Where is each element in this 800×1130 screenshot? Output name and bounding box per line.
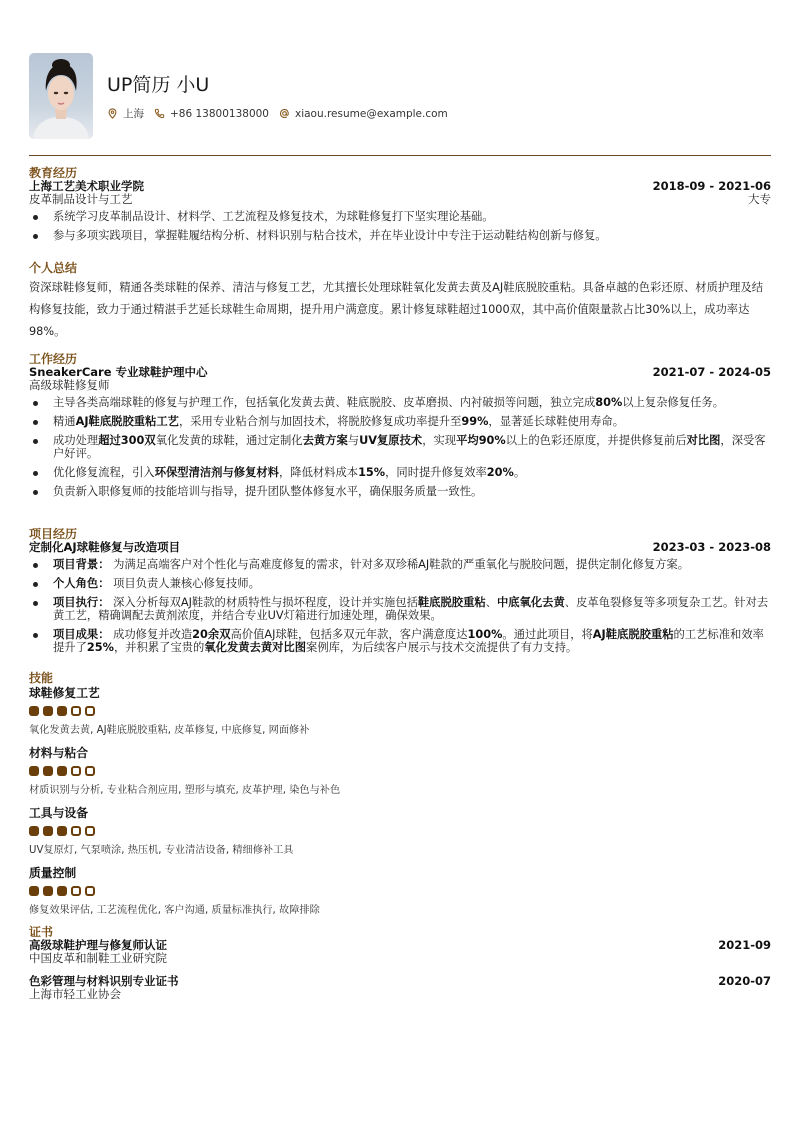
text-run: 精通 (53, 415, 76, 428)
major: 皮革制品设计与工艺 (29, 192, 133, 206)
contact-phone (154, 108, 269, 120)
text-run: 优化修复流程，引入 (53, 466, 155, 479)
rating-filled-icon (43, 766, 53, 776)
text-run: 为满足高端客户对个性化与高难度修复的需求，针对多双珍稀AJ鞋款的严重氧化与脱胶问题，提供定制化修复方案。 (109, 558, 689, 571)
certificate-issuer: 中国皮革和制鞋工业研究院 (29, 951, 167, 965)
bold-text: 平均90% (456, 434, 506, 447)
text-run: 与 (347, 434, 360, 447)
bold-text: 项目背景： (53, 558, 110, 571)
text-run: 氧化发黄的球鞋，通过定制化 (155, 434, 303, 447)
project-section (29, 528, 771, 660)
skill-tags: 氧化发黄去黄, AJ鞋底脱胶重粘, 皮革修复, 中底修复, 网面修补 (29, 725, 310, 736)
text-run: 案例库，为后续客户展示与技术交流提供了有力支持。 (306, 641, 578, 654)
bold-text: AJ鞋底脱胶重粘 (592, 628, 674, 641)
rating-empty-icon (71, 706, 81, 716)
project-date: 2023-03 - 2023-08 (652, 540, 771, 554)
skill-tags: 材质识别与分析, 专业粘合剂应用, 塑形与填充, 皮革护理, 染色与补色 (29, 785, 341, 796)
skill-name: 工具与设备 (29, 806, 88, 820)
bold-text: 超过300双 (98, 434, 156, 447)
certificate-item (29, 975, 771, 1001)
work-bullets (29, 396, 771, 498)
rating-empty-icon (85, 886, 95, 896)
text-run: ，降低材料成本 (278, 466, 359, 479)
certificates-list (29, 939, 771, 1001)
certificate-date: 2020-07 (718, 974, 771, 988)
text-run: 。 (513, 466, 526, 479)
bullet-item (29, 396, 771, 409)
rating-filled-icon (29, 766, 39, 776)
rating-filled-icon (57, 826, 67, 836)
company-name: SneakerCare 专业球鞋护理中心 (29, 365, 208, 379)
rating-empty-icon (85, 826, 95, 836)
bullet-item (29, 577, 771, 590)
text-run: 成功处理 (53, 434, 99, 447)
text-run: ，深受客户好评。 (53, 434, 766, 460)
bold-text: 对比图 (686, 434, 721, 447)
text-run: 的工艺标准和效率提升了 (53, 628, 764, 654)
text-run: 、皮革龟裂修复等多项复杂工艺。针对去黄工艺，精确调配去黄剂浓度，并结合专业UV灯箱进行加速处理，确保效果。 (53, 596, 769, 622)
text-run: ，显著延长球鞋使用寿命。 (488, 415, 624, 428)
profile-photo (29, 53, 93, 139)
work-date: 2021-07 - 2024-05 (652, 365, 771, 379)
bold-text: 项目成果： (53, 628, 110, 641)
job-position: 高级球鞋修复师 (29, 378, 110, 392)
education-section (29, 167, 771, 248)
certificate-date: 2021-09 (718, 938, 771, 952)
bullet-item (29, 415, 771, 428)
contact-location (107, 106, 144, 121)
skill-item (29, 806, 771, 857)
certificate-name: 色彩管理与材料识别专业证书 (29, 974, 179, 988)
bullet-item (29, 466, 771, 479)
text-run: 成功修复并改造 (109, 628, 193, 641)
phone-link[interactable]: +86 13800138000 (170, 107, 269, 120)
bold-text: 个人角色： (53, 577, 110, 590)
text-run: 项目负责人兼核心修复技师。 (109, 577, 260, 590)
text-run: 参与多项实践项目，掌握鞋履结构分析、材料识别与粘合技术，并在毕业设计中专注于运动鞋结构创新与修复。 (53, 229, 607, 242)
certificate-item (29, 939, 771, 965)
text-run: ，实现 (422, 434, 457, 447)
bold-text: 氧化发黄去黄对比图 (204, 641, 307, 654)
skill-rating (29, 826, 771, 837)
work-section (29, 353, 771, 504)
rating-empty-icon (71, 826, 81, 836)
bold-text: 20% (486, 466, 514, 479)
phone-icon (154, 108, 165, 119)
skill-item (29, 866, 771, 917)
candidate-name: UP简历 小U (107, 74, 210, 96)
section-title-project: 项目经历 (29, 527, 78, 541)
bold-text: 项目执行： (53, 596, 110, 609)
skill-rating (29, 766, 771, 777)
bold-text: AJ鞋底脱胶重粘工艺 (75, 415, 179, 428)
rating-empty-icon (71, 766, 81, 776)
section-title-skills: 技能 (29, 671, 54, 685)
at-sign-icon (279, 108, 290, 119)
skill-tags: 修复效果评估, 工艺流程优化, 客户沟通, 质量标准执行, 故障排除 (29, 905, 320, 916)
certificates-section (29, 926, 771, 1001)
text-run: 。通过此项目，将 (502, 628, 593, 641)
bold-text: 80% (595, 396, 623, 409)
rating-filled-icon (57, 886, 67, 896)
skill-item (29, 746, 771, 797)
skills-list (29, 686, 771, 917)
bullet-item (29, 628, 771, 654)
contact-info (107, 106, 458, 121)
project-bullets (29, 558, 771, 654)
text-run: 主导各类高端球鞋的修复与护理工作，包括氧化发黄去黄、鞋底脱胶、皮革磨损、内衬破损等问题，独立完成 (53, 396, 596, 409)
text-run: 、 (485, 596, 497, 609)
certificate-issuer: 上海市轻工业协会 (29, 987, 121, 1001)
bold-text: 15% (358, 466, 386, 479)
text-run: ，并积累了宝贵的 (113, 641, 205, 654)
summary-section (29, 262, 771, 343)
degree: 大专 (748, 192, 771, 206)
text-run: 系统学习皮革制品设计、材料学、工艺流程及修复技术，为球鞋修复打下坚实理论基础。 (53, 210, 494, 223)
text-run: 深入分析每双AJ鞋款的材质特性与损坏程度，设计并实施包括 (109, 596, 418, 609)
bold-text: 鞋底脱胶重粘 (417, 596, 486, 609)
section-title-certificates: 证书 (29, 925, 54, 939)
text-run: 高价值AJ球鞋，包括多双元年款，客户满意度达 (230, 628, 468, 641)
text-run: 以上的色彩还原度，并提供修复前后 (505, 434, 687, 447)
education-bullets (29, 210, 771, 242)
skill-name: 材料与粘合 (29, 746, 88, 760)
bullet-item (29, 434, 771, 460)
header-divider (29, 155, 771, 156)
location-pin-icon (107, 108, 118, 119)
skill-rating (29, 706, 771, 717)
rating-empty-icon (71, 886, 81, 896)
bold-text: 99% (461, 415, 489, 428)
bold-text: 去黄方案 (302, 434, 348, 447)
rating-filled-icon (57, 766, 67, 776)
bullet-item (29, 229, 771, 242)
contact-email (279, 108, 448, 120)
bold-text: 20余双 (192, 628, 231, 641)
school-name: 上海工艺美术职业学院 (29, 179, 144, 193)
bold-text: 中底氧化去黄 (496, 596, 565, 609)
portrait-image (29, 53, 93, 139)
rating-filled-icon (29, 706, 39, 716)
bullet-item (29, 596, 771, 622)
summary-text: 资深球鞋修复师，精通各类球鞋的保养、清洁与修复工艺，尤其擅长处理球鞋氧化发黄去黄及AJ鞋底脱胶重粘。具备卓越的色彩还原、材质护理及结构修复技能，致力于通过精湛手艺延长球鞋生命周期，提升用户满意度。累计修复球鞋超过1000双，其中高价值限量款占比30%以上，成功率达98%。 (29, 281, 764, 338)
rating-empty-icon (85, 706, 95, 716)
resume-header (29, 53, 458, 139)
bold-text: 100% (467, 628, 503, 641)
location-text: 上海 (123, 108, 144, 120)
rating-filled-icon (29, 886, 39, 896)
bold-text: 25% (86, 641, 114, 654)
bold-text: 环保型清洁剂与修复材料 (154, 466, 279, 479)
skill-name: 质量控制 (29, 866, 77, 880)
skill-name: 球鞋修复工艺 (29, 686, 100, 700)
bullet-item (29, 558, 771, 571)
section-title-education: 教育经历 (29, 166, 78, 180)
skills-section (29, 672, 771, 917)
bold-text: UV复原技术 (359, 434, 423, 447)
text-run: ，同时提升修复效率 (385, 466, 487, 479)
skill-rating (29, 886, 771, 897)
education-date: 2018-09 - 2021-06 (652, 179, 771, 193)
skill-item (29, 686, 771, 737)
section-title-work: 工作经历 (29, 352, 78, 366)
project-name: 定制化AJ球鞋修复与改造项目 (29, 540, 181, 554)
text-run: 以上复杂修复任务。 (622, 396, 724, 409)
skill-tags: UV复原灯, 气泵喷涂, 热压机, 专业清洁设备, 精细修补工具 (29, 845, 294, 856)
rating-filled-icon (43, 826, 53, 836)
bullet-item (29, 485, 771, 498)
bullet-item (29, 210, 771, 223)
section-title-summary: 个人总结 (29, 261, 78, 275)
text-run: ，采用专业粘合剂与加固技术，将脱胶修复成功率提升至 (178, 415, 462, 428)
rating-empty-icon (85, 766, 95, 776)
email-link[interactable]: xiaou.resume@example.com (294, 107, 448, 120)
text-run: 负责新入职修复师的技能培训与指导，提升团队整体修复水平，确保服务质量一致性。 (53, 485, 483, 498)
certificate-name: 高级球鞋护理与修复师认证 (29, 938, 167, 952)
rating-filled-icon (29, 826, 39, 836)
rating-filled-icon (43, 886, 53, 896)
rating-filled-icon (57, 706, 67, 716)
rating-filled-icon (43, 706, 53, 716)
